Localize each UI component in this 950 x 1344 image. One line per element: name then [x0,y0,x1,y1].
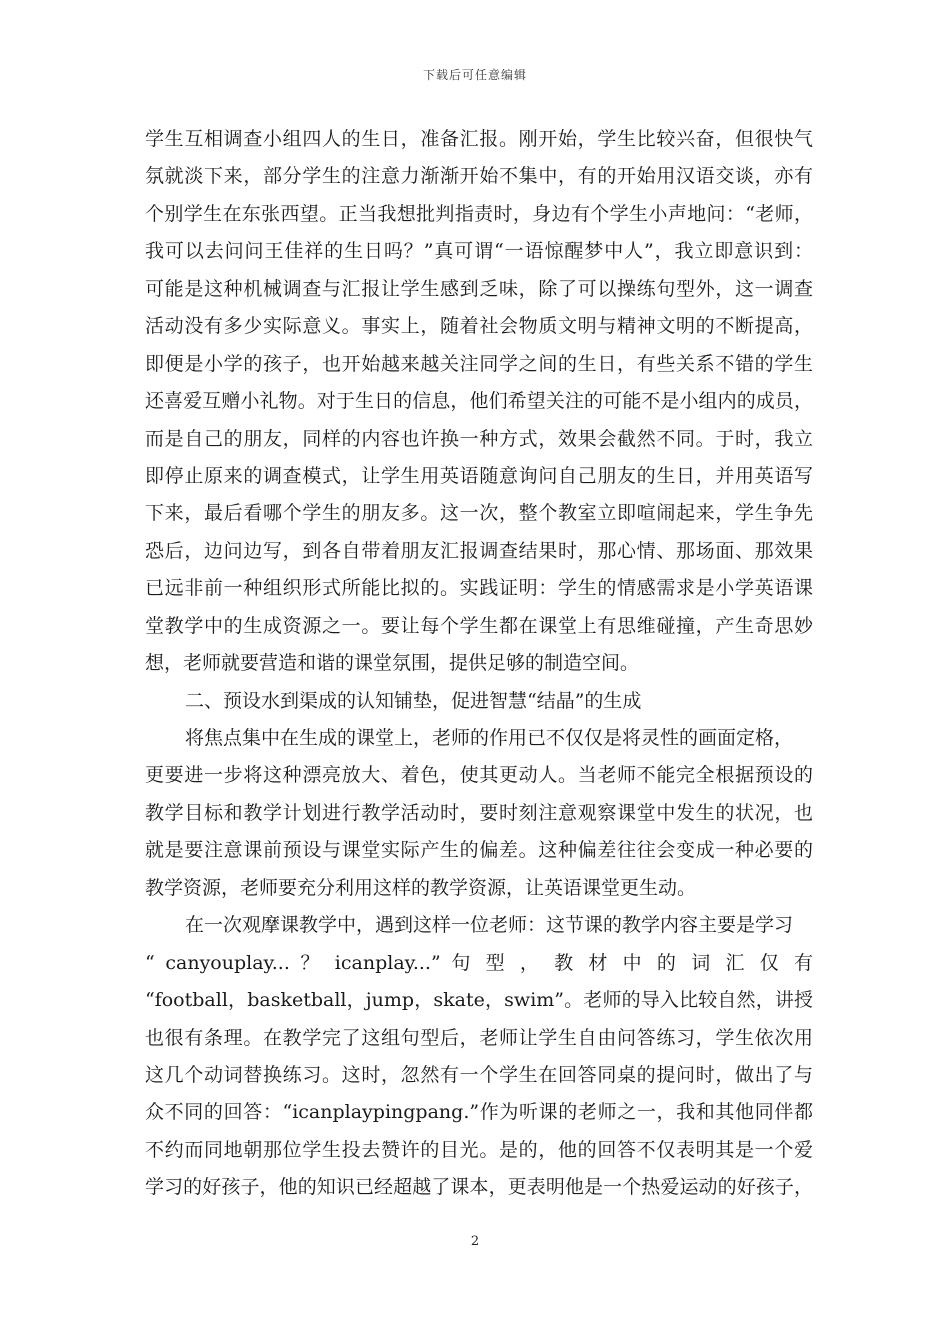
text-line: 恐后，边问边写，到各自带着朋友汇报调查结果时，那心情、那场面、那效果 [145,539,813,562]
text-line: 更要进一步将这种漂亮放大、着色，使其更动人。当老师不能完全根据预设的 [145,764,813,787]
text-line: 就是要注意课前预设与课堂实际产生的偏差。这种偏差往往会变成一种必要的 [145,839,813,862]
text-line: 个别学生在东张西望。正当我想批判指责时，身边有个学生小声地问：“老师， [145,202,813,225]
text-line: 教学目标和教学计划进行教学活动时，要时刻注意观察课堂中发生的状况，也 [145,801,813,824]
text-line: 即便是小学的孩子，也开始越来越关注同学之间的生日，有些关系不错的学生 [145,352,813,375]
text-line: 在一次观摩课教学中，遇到这样一位老师：这节课的教学内容主要是学习 [185,914,794,937]
text-line: 想，老师就要营造和谐的课堂氛围，提供足够的制造空间。 [145,652,640,675]
text-line: 教学资源，老师要充分利用这样的教学资源，让英语课堂更生动。 [145,876,697,899]
text-line: 我可以去问问王佳祥的生日吗？”真可谓“一语惊醒梦中人”，我立即意识到： [145,240,813,263]
text-line: 学习的好孩子，他的知识已经超越了课本，更表明他是一个热爱运动的好孩子， [145,1176,813,1199]
text-line: 氛就淡下来，部分学生的注意力渐渐开始不集中，有的开始用汉语交谈，亦有 [145,165,813,188]
text-line: 而是自己的朋友，同样的内容也许换一种方式，效果会截然不同。于时，我立 [145,427,813,450]
text-line: 已远非前一种组织形式所能比拟的。实践证明：学生的情感需求是小学英语课 [145,577,813,600]
text-line: 众不同的回答：“icanplaypingpang.”作为听课的老师之一，我和其他同伴都 [145,1101,813,1124]
document-body [145,121,813,1207]
text-line: 下来，最后看哪个学生的朋友多。这一次，整个教室立即喧闹起来，学生争先 [145,502,813,525]
text-line: 这几个动词替换练习。这时，忽然有一个学生在回答同桌的提问时，做出了与 [145,1063,813,1086]
text-line: 可能是这种机械调查与汇报让学生感到乏味，除了可以操练句型外，这一调查 [145,277,813,300]
page-number: 2 [470,1234,480,1249]
page-header: 下载后可任意编辑 [422,68,527,82]
text-line: “ canyouplay... ？ icanplay...” 句 型 ， 教 材 中 的 词 汇 仅 有 [145,951,813,974]
text-line: 堂教学中的生成资源之一。要让每个学生都在课堂上有思维碰撞，产生奇思妙 [145,614,813,637]
text-line: 不约而同地朝那位学生投去赞许的目光。是的，他的回答不仅表明其是一个爱 [145,1138,813,1161]
text-line: 也很有条理。在教学完了这组句型后，老师让学生自由问答练习，学生依次用 [145,1026,813,1049]
text-line: 将焦点集中在生成的课堂上，老师的作用已不仅仅是将灵性的画面定格， [185,727,794,749]
text-line: 学生互相调查小组四人的生日，准备汇报。刚开始，学生比较兴奋，但很快气 [145,128,813,150]
text-line: 活动没有多少实际意义。事实上，随着社会物质文明与精神文明的不断提高， [145,315,813,338]
text-line: “football，basketball，jump，skate，swim”。老师的导入比较自然，讲授 [145,989,813,1012]
section-heading: 二、预设水到渠成的认知铺垫，促进智慧“结晶”的生成 [185,689,642,712]
text-line: 还喜爱互赠小礼物。对于生日的信息，他们希望关注的可能不是小组内的成员， [145,390,813,413]
text-line: 即停止原来的调查模式，让学生用英语随意询问自己朋友的生日，并用英语写 [145,464,813,487]
